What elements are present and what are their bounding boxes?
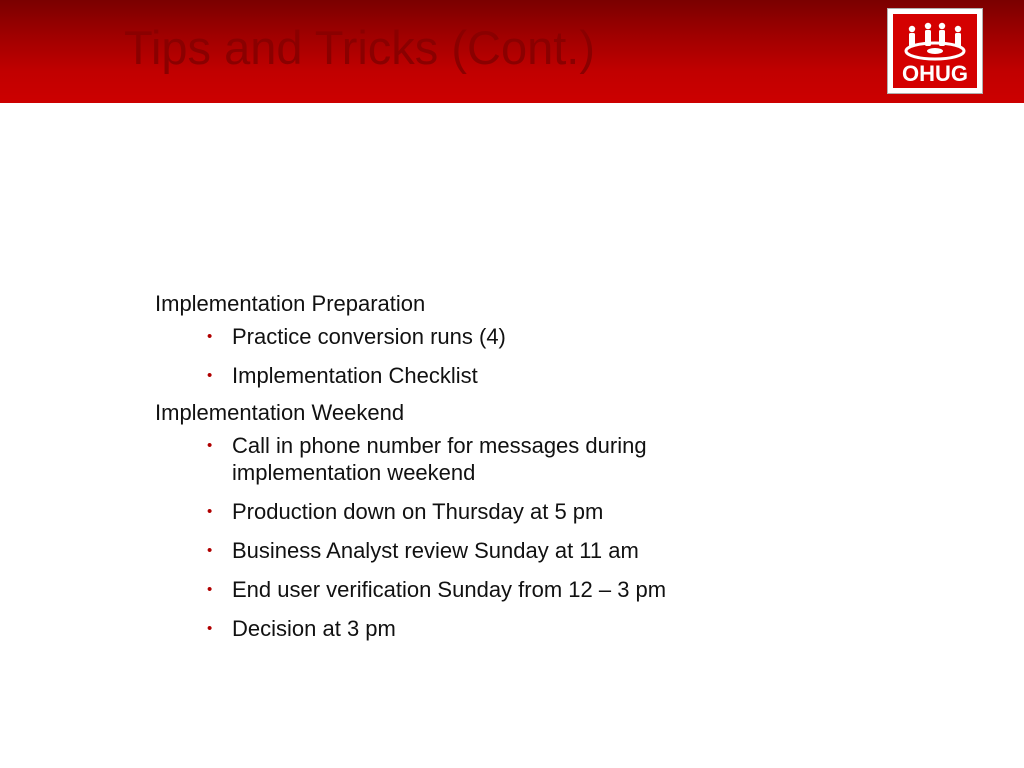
bullet-dot: • xyxy=(207,328,213,345)
bullet-text: Decision at 3 pm xyxy=(232,616,396,641)
bullet-text: Call in phone number for messages during implementation weekend xyxy=(232,433,647,485)
bullet-text: Practice conversion runs (4) xyxy=(232,324,506,349)
bullet-text: Production down on Thursday at 5 pm xyxy=(232,499,604,524)
bullet-text: Implementation Checklist xyxy=(232,363,478,388)
section-heading-preparation: Implementation Preparation xyxy=(155,291,426,316)
bullet-item xyxy=(207,323,855,350)
bullet-item xyxy=(207,615,855,642)
bullet-dot: • xyxy=(207,437,213,454)
bullet-dot: • xyxy=(207,581,213,598)
section-heading-weekend: Implementation Weekend xyxy=(155,400,405,425)
bullet-dot: • xyxy=(207,620,213,637)
people-around-table-icon xyxy=(903,20,967,62)
bullet-dot: • xyxy=(207,367,213,384)
logo-background xyxy=(893,14,977,88)
bullet-item xyxy=(207,498,855,525)
slide-title: Tips and Tricks (Cont.) xyxy=(124,21,595,74)
bullet-dot: • xyxy=(207,542,213,559)
logo-text: OHUG xyxy=(902,61,968,86)
bullet-list-weekend xyxy=(155,432,855,642)
ohug-logo xyxy=(887,8,983,94)
bullet-dot: • xyxy=(207,503,213,520)
bullet-text: Business Analyst review Sunday at 11 am xyxy=(232,538,639,563)
slide-content xyxy=(155,289,855,651)
bullet-list-preparation xyxy=(155,323,855,389)
bullet-item xyxy=(207,537,855,564)
bullet-item xyxy=(207,362,855,389)
bullet-item xyxy=(207,432,732,486)
bullet-text: End user verification Sunday from 12 – 3 pm xyxy=(232,577,667,602)
bullet-item xyxy=(207,576,855,603)
